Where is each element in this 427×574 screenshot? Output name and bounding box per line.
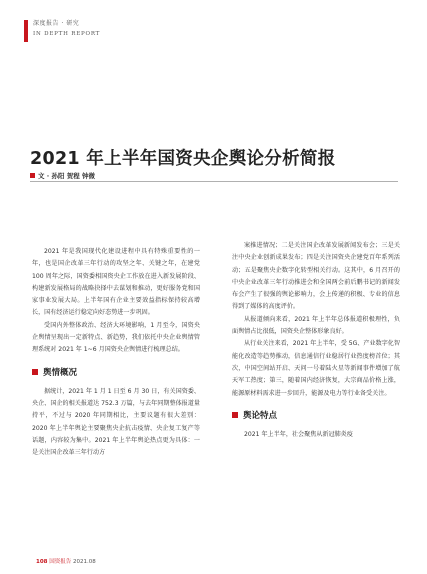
issue-date: 2021.08 — [73, 559, 96, 565]
byline — [30, 171, 95, 180]
section-header-en: IN DEPTH REPORT — [33, 31, 101, 37]
byline-divider — [30, 181, 398, 182]
overview-paragraph: 据统计，2021 年 1 月 1 日至 6 月 30 日，有关国资委、央企、国企的相关报道达 752.3 万篇，与去年同期整体报道量持平，不过与 2020 年同期相比，主要议题有很大差别：2020 年上半年舆论主要聚焦央企抗击疫情、央企复工复产等话题，内容较为集中。2021 年上半年舆论热点更为具体：一是关注国企改革三年行动方 — [32, 387, 200, 457]
features-paragraph: 2021 年上半年，社会聚焦从新冠肺炎疫 — [244, 430, 353, 438]
section-header — [33, 19, 100, 39]
article-title: 2021 年上半年国资央企舆论分析简报 — [30, 149, 336, 169]
right-column — [232, 240, 400, 441]
intro-paragraph-2: 受国内外整体政治、经济大环境影响，1 月至今，国资央企舆情呈现出一定新特点、新趋势，我们依托中央企业舆情管理系统对 2021 年 1~6 月国资央企舆情进行梳理总结。 — [32, 321, 200, 354]
section-marker-icon — [232, 412, 238, 418]
byline-text: 文 · 孙阳 贺程 钟微 — [38, 172, 96, 180]
section-title-overview: 舆情概况 — [43, 367, 78, 378]
section-heading-overview — [32, 366, 200, 378]
page-number: 108 — [36, 559, 48, 565]
intro-paragraph-1: 2021 年是我国现代化建设进程中具有特殊重要性的一年，也是国企改革三年行动的攻坚之年、关键之年，在建党 100 周年之际，国资委相国资央企工作放在进入新发展阶段、构建新发展格局的战略抉择中去谋划和推动，更好服务党和国家事业发展大局。上半年国有企业主要效益指标保持较高增长，国有经济运行稳定向好态势进一步巩固。 — [32, 248, 200, 317]
page-footer — [36, 557, 96, 565]
right-paragraph-1: 案推进情况；二是关注国企改革发展新闻发布会；三是关注中央企业创新成果发布；四是关注国资央企建党百年系列活动；五是聚焦央企数字化转型相关行动。这其中，6 月召开的中央企业改革三年行动推进会和全国两会前后鹏书记的新闻发布会产生了很强的舆论影响力，会上传递的积极、专业的信息得到了媒体的高度评价。 — [232, 242, 400, 311]
section-heading-features — [232, 409, 400, 421]
section-title-features: 舆论特点 — [243, 410, 278, 421]
byline-marker-icon — [30, 173, 35, 178]
header-accent-bar — [24, 20, 28, 42]
section-marker-icon — [32, 369, 38, 375]
right-paragraph-3: 从行业关注来看，2021 年上半年，受 5G、产业数字化智能化改造等趋势推动，信息通信行业稳居行业热度榜首位；其次，中国空间站开启、天问一号着陆火星等新闻事件增加了航天军工热度；第三，随着国内经济恢复，大宗商品价格上涨，能源原材料需求进一步回升，能源及电力等行业备受关注。 — [232, 340, 400, 397]
section-header-cn: 深度报告 · 研究 — [33, 20, 80, 27]
left-column — [32, 246, 200, 459]
magazine-name: 国资报告 — [49, 559, 72, 565]
right-paragraph-2: 从报道倾向来看，2021 年上半年总体报道积极理性，负面舆情占比很低，国资央企整体形象良好。 — [232, 315, 400, 336]
